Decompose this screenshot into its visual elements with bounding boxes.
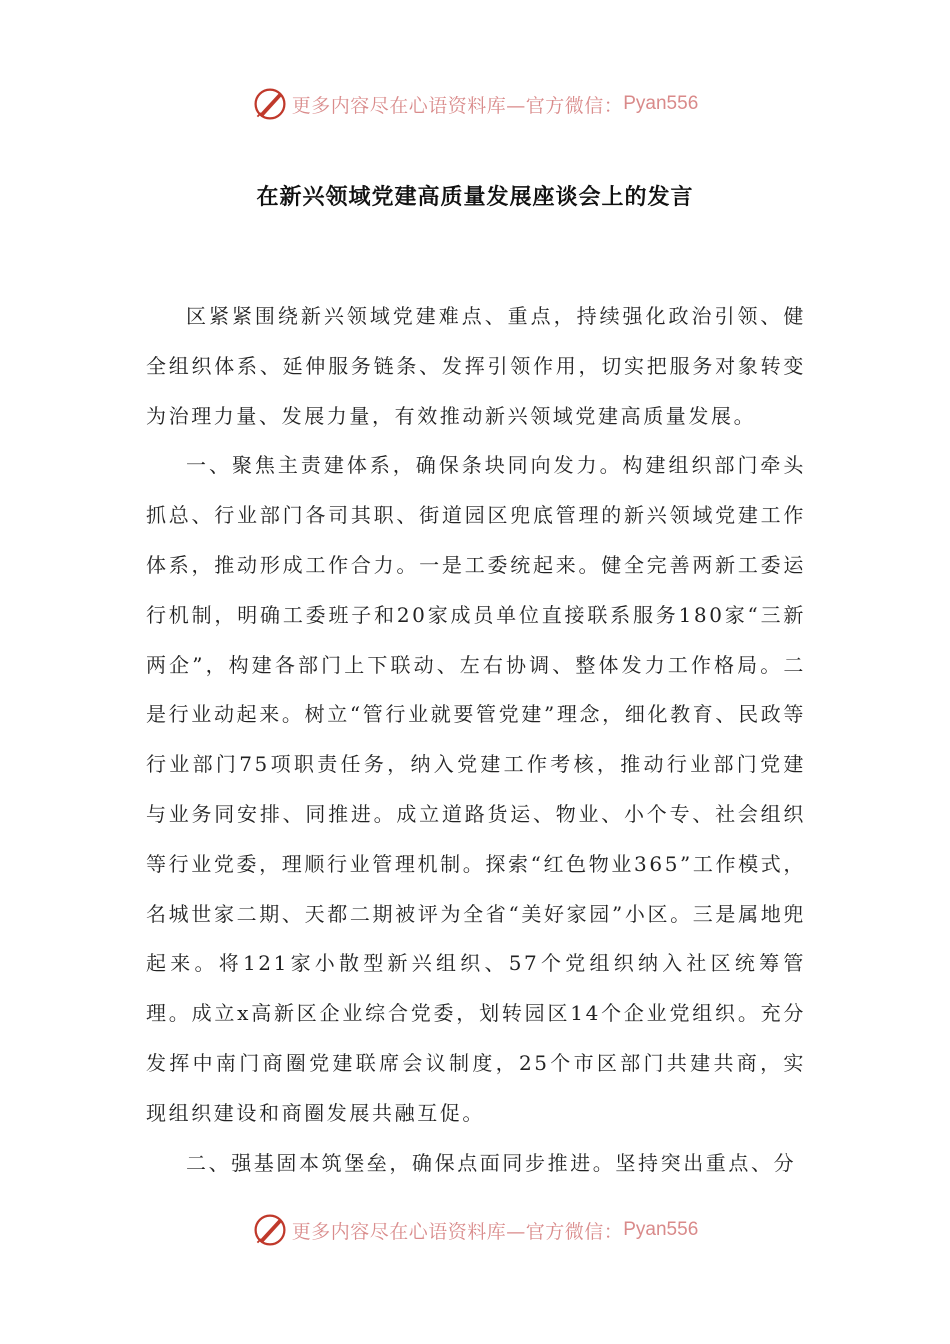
paragraph: 一、聚焦主责建体系，确保条块同向发力。构建组织部门牵头抓总、行业部门各司其职、街道园区兜底管理的新兴领域党建工作体系，推动形成工作合力。一是工委统起来。健全完善两新工委运行机制，明确工委班子和20家成员单位直接联系服务180家“三新两企”，构建各部门上下联动、左右协调、整体发力工作格局。二是行业动起来。树立“管行业就要管党建”理念，细化教育、民政等行业部门75项职责任务，纳入党建工作考核，推动行业部门党建与业务同安排、同推进。成立道路货运、物业、小个专、社会组织等行业党委，理顺行业管理机制。探索“红色物业365”工作模式，名城世家二期、天都二期被评为全省“美好家园”小区。三是属地兜起来。将121家小散型新兴组织、57个党组织纳入社区统筹管理。成立x高新区企业综合党委，划转园区14个企业党组织。充分发挥中南门商圈党建联席会议制度，25个市区部门共建共商，实现组织建设和商圈发展共融互促。 <box>146 453 806 1125</box>
paragraph: 二、强基固本筑堡垒，确保点面同步推进。坚持突出重点、分 <box>186 1150 797 1175</box>
paragraph: 区紧紧围绕新兴领域党建难点、重点，持续强化政治引领、健全组织体系、延伸服务链条、发挥引领作用，切实把服务对象转变为治理力量、发展力量，有效推动新兴领域党建高质量发展。 <box>146 304 806 428</box>
header-watermark-banner <box>0 84 950 124</box>
banner-text: 更多内容尽在心语资料库—官方微信： <box>291 94 624 117</box>
banner-wechat-id: Pyan556 <box>623 1219 699 1240</box>
footer-watermark-banner <box>0 1210 950 1250</box>
banner-text: 更多内容尽在心语资料库—官方微信： <box>291 1220 624 1243</box>
document-body <box>146 292 806 1188</box>
quill-logo-icon <box>252 1212 288 1248</box>
quill-logo-icon <box>252 86 288 122</box>
banner-wechat-id: Pyan556 <box>623 93 699 114</box>
document-title: 在新兴领域党建高质量发展座谈会上的发言 <box>256 185 694 210</box>
